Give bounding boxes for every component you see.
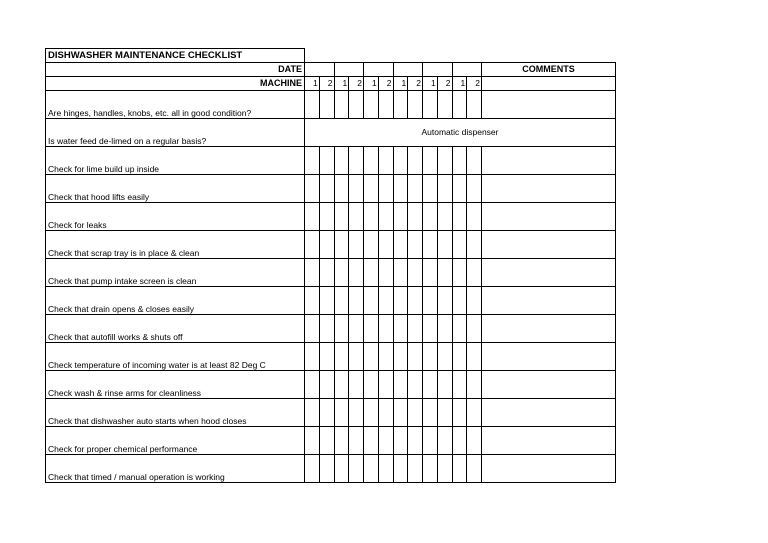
check-cell[interactable] (334, 203, 349, 231)
check-cell[interactable] (393, 399, 408, 427)
check-cell[interactable] (334, 91, 349, 119)
comments-cell[interactable] (482, 399, 616, 427)
check-cell[interactable] (393, 371, 408, 399)
date-row (46, 63, 616, 77)
check-cell[interactable] (378, 371, 393, 399)
check-cell[interactable] (319, 203, 334, 231)
check-cell[interactable] (408, 203, 423, 231)
checklist-item-label: Check for leaks (46, 203, 305, 231)
checklist-row (46, 259, 616, 287)
check-cell[interactable] (364, 287, 379, 315)
check-cell[interactable] (319, 371, 334, 399)
check-cell[interactable] (408, 147, 423, 175)
check-cell[interactable] (452, 147, 467, 175)
check-cell[interactable] (408, 287, 423, 315)
checklist-row (46, 427, 616, 455)
check-cell[interactable] (408, 427, 423, 455)
check-cell[interactable] (305, 343, 320, 371)
check-cell[interactable] (452, 203, 467, 231)
comments-cell[interactable] (482, 287, 616, 315)
check-cell[interactable] (437, 343, 452, 371)
checklist-item-label: Check that pump intake screen is clean (46, 259, 305, 287)
check-cell[interactable] (467, 399, 482, 427)
check-cell[interactable] (408, 455, 423, 483)
check-cell[interactable] (393, 203, 408, 231)
check-cell[interactable] (349, 455, 364, 483)
check-cell[interactable] (393, 147, 408, 175)
check-cell[interactable] (349, 287, 364, 315)
check-cell[interactable] (349, 399, 364, 427)
check-cell[interactable] (408, 91, 423, 119)
comments-cell[interactable] (482, 175, 616, 203)
check-cell[interactable] (378, 91, 393, 119)
date-cell[interactable] (364, 63, 394, 77)
check-cell[interactable] (393, 343, 408, 371)
check-cell[interactable] (319, 315, 334, 343)
comments-cell[interactable] (482, 77, 616, 91)
checklist-item-label: Check that timed / manual operation is working (46, 455, 305, 483)
checklist-sheet (45, 48, 616, 483)
date-cell[interactable] (452, 63, 482, 77)
check-cell[interactable] (393, 91, 408, 119)
check-cell[interactable] (364, 259, 379, 287)
check-cell[interactable] (467, 343, 482, 371)
check-cell[interactable] (349, 343, 364, 371)
check-cell[interactable] (378, 315, 393, 343)
check-cell[interactable] (408, 175, 423, 203)
date-cell[interactable] (423, 63, 453, 77)
checklist-item-label: Check that dishwasher auto starts when hood closes (46, 399, 305, 427)
check-cell[interactable] (408, 343, 423, 371)
check-cell[interactable] (393, 427, 408, 455)
check-cell[interactable] (334, 231, 349, 259)
check-cell[interactable] (452, 231, 467, 259)
check-cell[interactable] (423, 455, 438, 483)
check-cell[interactable] (437, 455, 452, 483)
check-cell[interactable] (393, 231, 408, 259)
check-cell[interactable] (334, 147, 349, 175)
checklist-row (46, 399, 616, 427)
check-cell[interactable] (452, 343, 467, 371)
check-cell[interactable] (423, 203, 438, 231)
checklist-item-label: Are hinges, handles, knobs, etc. all in good condition? (46, 91, 305, 119)
check-cell[interactable] (393, 259, 408, 287)
machine-number: 2 (437, 77, 452, 91)
check-cell[interactable] (467, 371, 482, 399)
check-cell[interactable] (349, 371, 364, 399)
comments-cell[interactable] (482, 343, 616, 371)
check-cell[interactable] (467, 203, 482, 231)
checklist-row (46, 175, 616, 203)
check-cell[interactable] (364, 203, 379, 231)
check-cell[interactable] (437, 287, 452, 315)
check-cell[interactable] (364, 343, 379, 371)
check-cell[interactable] (408, 399, 423, 427)
check-cell[interactable] (319, 399, 334, 427)
checklist-item-label: Check that autofill works & shuts off (46, 315, 305, 343)
check-cell[interactable] (467, 427, 482, 455)
check-cell[interactable] (334, 343, 349, 371)
checklist-row (46, 315, 616, 343)
title-row (46, 49, 616, 63)
check-cell[interactable] (423, 315, 438, 343)
check-cell[interactable] (364, 399, 379, 427)
check-cell[interactable] (319, 91, 334, 119)
check-cell[interactable] (452, 175, 467, 203)
comments-cell[interactable] (482, 371, 616, 399)
comments-cell[interactable] (482, 231, 616, 259)
check-cell[interactable] (452, 427, 467, 455)
check-cell[interactable] (364, 231, 379, 259)
check-cell[interactable] (378, 455, 393, 483)
machine-label: MACHINE (46, 77, 305, 91)
check-cell[interactable] (467, 147, 482, 175)
check-cell[interactable] (452, 455, 467, 483)
check-cell[interactable] (364, 315, 379, 343)
comments-cell[interactable] (482, 455, 616, 483)
date-label: DATE (46, 63, 305, 77)
checklist-item-label: Check that drain opens & closes easily (46, 287, 305, 315)
check-cell[interactable] (364, 427, 379, 455)
check-cell[interactable] (467, 231, 482, 259)
check-cell[interactable] (349, 231, 364, 259)
date-cell[interactable] (393, 63, 423, 77)
check-cell[interactable] (349, 147, 364, 175)
check-cell[interactable] (334, 455, 349, 483)
machine-number: 1 (334, 77, 349, 91)
machine-number: 2 (467, 77, 482, 91)
machine-number: 1 (305, 77, 320, 91)
check-cell[interactable] (364, 91, 379, 119)
check-cell[interactable] (349, 427, 364, 455)
comments-cell[interactable] (482, 147, 616, 175)
checklist-row (46, 455, 616, 483)
check-cell[interactable] (305, 259, 320, 287)
check-cell[interactable] (437, 399, 452, 427)
check-cell[interactable] (378, 427, 393, 455)
check-cell[interactable] (349, 259, 364, 287)
check-cell[interactable] (305, 427, 320, 455)
machine-number: 2 (408, 77, 423, 91)
check-cell[interactable] (364, 147, 379, 175)
check-cell[interactable] (423, 259, 438, 287)
check-cell[interactable] (452, 399, 467, 427)
machine-number: 2 (319, 77, 334, 91)
check-cell[interactable] (378, 175, 393, 203)
checklist-item-label: Is water feed de-limed on a regular basis? (46, 119, 305, 147)
merged-note: Automatic dispenser (305, 119, 616, 147)
check-cell[interactable] (437, 91, 452, 119)
checklist-row (46, 287, 616, 315)
check-cell[interactable] (393, 287, 408, 315)
check-cell[interactable] (467, 91, 482, 119)
check-cell[interactable] (305, 287, 320, 315)
checklist-row (46, 91, 616, 119)
machine-number: 2 (349, 77, 364, 91)
check-cell[interactable] (319, 231, 334, 259)
check-cell[interactable] (334, 399, 349, 427)
check-cell[interactable] (408, 315, 423, 343)
checklist-row (46, 203, 616, 231)
check-cell[interactable] (378, 203, 393, 231)
check-cell[interactable] (305, 147, 320, 175)
check-cell[interactable] (452, 315, 467, 343)
check-cell[interactable] (408, 259, 423, 287)
check-cell[interactable] (452, 259, 467, 287)
checklist-row (46, 231, 616, 259)
check-cell[interactable] (437, 371, 452, 399)
check-cell[interactable] (378, 287, 393, 315)
check-cell[interactable] (305, 371, 320, 399)
check-cell[interactable] (437, 175, 452, 203)
machine-number: 1 (452, 77, 467, 91)
check-cell[interactable] (334, 175, 349, 203)
check-cell[interactable] (408, 231, 423, 259)
check-cell[interactable] (423, 343, 438, 371)
check-cell[interactable] (334, 287, 349, 315)
check-cell[interactable] (305, 203, 320, 231)
check-cell[interactable] (393, 175, 408, 203)
check-cell[interactable] (334, 259, 349, 287)
check-cell[interactable] (437, 427, 452, 455)
machine-number: 1 (364, 77, 379, 91)
comments-header: COMMENTS (482, 63, 616, 77)
check-cell[interactable] (423, 399, 438, 427)
check-cell[interactable] (452, 91, 467, 119)
check-cell[interactable] (437, 147, 452, 175)
check-cell[interactable] (319, 287, 334, 315)
checklist-item-label: Check temperature of incoming water is at least 82 Deg C (46, 343, 305, 371)
check-cell[interactable] (423, 231, 438, 259)
check-cell[interactable] (393, 455, 408, 483)
check-cell[interactable] (319, 455, 334, 483)
checklist-item-label: Check for proper chemical performance (46, 427, 305, 455)
check-cell[interactable] (378, 399, 393, 427)
check-cell[interactable] (423, 175, 438, 203)
check-cell[interactable] (319, 343, 334, 371)
check-cell[interactable] (349, 175, 364, 203)
check-cell[interactable] (467, 455, 482, 483)
check-cell[interactable] (437, 259, 452, 287)
checklist-item-label: Check that hood lifts easily (46, 175, 305, 203)
machine-number: 1 (393, 77, 408, 91)
check-cell[interactable] (423, 147, 438, 175)
checklist-row (46, 343, 616, 371)
date-cell[interactable] (334, 63, 364, 77)
check-cell[interactable] (467, 315, 482, 343)
check-cell[interactable] (378, 343, 393, 371)
sheet-title: DISHWASHER MAINTENANCE CHECKLIST (46, 49, 305, 63)
check-cell[interactable] (378, 231, 393, 259)
check-cell[interactable] (319, 175, 334, 203)
check-cell[interactable] (452, 371, 467, 399)
check-cell[interactable] (319, 147, 334, 175)
check-cell[interactable] (319, 427, 334, 455)
check-cell[interactable] (364, 455, 379, 483)
checklist-row (46, 147, 616, 175)
check-cell[interactable] (305, 231, 320, 259)
comments-cell[interactable] (482, 203, 616, 231)
check-cell[interactable] (349, 315, 364, 343)
check-cell[interactable] (423, 427, 438, 455)
check-cell[interactable] (364, 371, 379, 399)
check-cell[interactable] (452, 287, 467, 315)
check-cell[interactable] (467, 287, 482, 315)
check-cell[interactable] (393, 315, 408, 343)
checklist-row (46, 371, 616, 399)
comments-cell[interactable] (482, 91, 616, 119)
check-cell[interactable] (349, 91, 364, 119)
check-cell[interactable] (378, 259, 393, 287)
machine-row (46, 77, 616, 91)
check-cell[interactable] (305, 315, 320, 343)
check-cell[interactable] (319, 259, 334, 287)
comments-cell[interactable] (482, 315, 616, 343)
comments-cell[interactable] (482, 259, 616, 287)
check-cell[interactable] (423, 91, 438, 119)
check-cell[interactable] (349, 203, 364, 231)
comments-cell[interactable] (482, 427, 616, 455)
check-cell[interactable] (305, 175, 320, 203)
check-cell[interactable] (334, 371, 349, 399)
machine-number: 1 (423, 77, 438, 91)
checklist-item-label: Check for lime build up inside (46, 147, 305, 175)
check-cell[interactable] (423, 371, 438, 399)
check-cell[interactable] (467, 259, 482, 287)
date-cell[interactable] (305, 63, 335, 77)
check-cell[interactable] (467, 175, 482, 203)
checklist-item-label: Check wash & rinse arms for cleanliness (46, 371, 305, 399)
check-cell[interactable] (305, 399, 320, 427)
check-cell[interactable] (334, 315, 349, 343)
checklist-item-label: Check that scrap tray is in place & clean (46, 231, 305, 259)
check-cell[interactable] (305, 91, 320, 119)
check-cell[interactable] (378, 147, 393, 175)
check-cell[interactable] (437, 203, 452, 231)
machine-number: 2 (378, 77, 393, 91)
check-cell[interactable] (334, 427, 349, 455)
check-cell[interactable] (305, 455, 320, 483)
check-cell[interactable] (408, 371, 423, 399)
check-cell[interactable] (423, 287, 438, 315)
checklist-table (45, 48, 616, 483)
check-cell[interactable] (437, 231, 452, 259)
checklist-row (46, 119, 616, 147)
check-cell[interactable] (437, 315, 452, 343)
check-cell[interactable] (364, 175, 379, 203)
